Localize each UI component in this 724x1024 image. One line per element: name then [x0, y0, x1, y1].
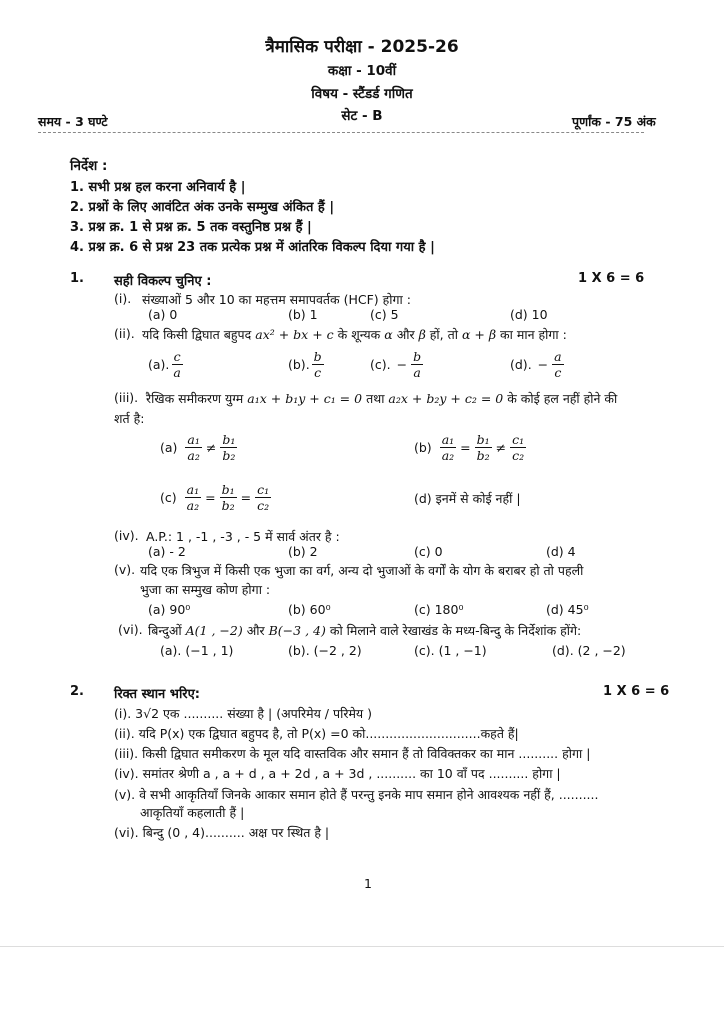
option: (c). − $\frac{b}{a}$	[370, 349, 422, 380]
subquestion-label: (vi).	[118, 622, 143, 637]
instruction-item: 3. प्रश्न क्र. 1 से प्रश्न क्र. 5 तक वस्तुनिष्ठ प्रश्न हैं |	[70, 220, 312, 235]
set-label: सेट - B	[341, 108, 383, 124]
option: (d) 10	[510, 307, 548, 322]
question-heading: सही विकल्प चुनिए :	[114, 274, 212, 289]
instruction-item: 4. प्रश्न क्र. 6 से प्रश्न 23 तक प्रत्येक प्रश्न में आंतरिक विकल्प दिया गया है |	[70, 240, 435, 255]
subquestion-text: रैखिक समीकरण युग्म a₁x + b₁y + c₁ = 0 तथा a₂x + b₂y + c₂ = 0 के कोई हल नहीं होने की	[146, 391, 618, 406]
fill-blank-item: (iii). किसी द्विघात समीकरण के मूल यदि वास्तविक और समान हैं तो विविक्तकर का मान .......... होगा |	[114, 746, 591, 761]
question-marks: 1 X 6 = 6	[603, 684, 670, 699]
polynomial-expression: ax² + bx + c	[255, 327, 334, 342]
subject-label: विषय - स्टैंडर्ड गणित	[311, 86, 413, 102]
fill-blank-item: (ii). यदि P(x) एक द्विघात बहुपद है, तो P(x) =0 को.............................कहते हैं|	[114, 726, 519, 741]
subquestion-text: संख्याओं 5 और 10 का महत्तम समापवर्तक (HCF) होगा :	[142, 292, 411, 307]
option: (b) $\frac{\text{a₁}}{\text{a₂}}$ = $\frac{\text{b₁}}{\text{b₂}}$ ≠ $\frac{\text{c₁}}{\text{c₂}}$	[414, 432, 525, 463]
option: (b) 2	[288, 544, 318, 559]
question-number: 2.	[70, 684, 84, 699]
option: (d). − $\frac{a}{c}$	[510, 349, 562, 380]
page-edge	[0, 946, 724, 947]
instruction-item: 1. सभी प्रश्न हल करना अनिवार्य है |	[70, 180, 246, 195]
option: (b). $\frac{b}{c}$	[288, 349, 322, 380]
fill-blank-item: (i). 3√2 एक .......... संख्या है | (अपरिमेय / परिमेय )	[114, 706, 373, 721]
subquestion-label: (i).	[114, 291, 132, 306]
subquestion-text: यदि एक त्रिभुज में किसी एक भुजा का वर्ग, अन्य दो भुजाओं के वर्गों के योग के बराबर हो तो पहली	[140, 563, 584, 578]
subquestion-label: (iv).	[114, 528, 139, 543]
question-heading: रिक्त स्थान भरिए:	[114, 687, 201, 702]
subquestion-text: यदि किसी द्विघात बहुपद ax² + bx + c के शून्यक α और β हों, तो α + β का मान होगा :	[142, 327, 567, 342]
option: (b) 1	[288, 307, 318, 322]
option: (a) $\frac{\text{a₁}}{\text{a₂}}$ ≠ $\frac{\text{b₁}}{\text{b₂}}$	[160, 432, 236, 463]
option: (a) 90⁰	[148, 602, 191, 617]
option: (d). (2 , −2)	[552, 643, 626, 658]
option: (c) 0	[414, 544, 443, 559]
instruction-item: 2. प्रश्नों के लिए आवंटित अंक उनके सम्मुख अंकित हैं |	[70, 200, 335, 215]
time-label: समय - 3 घण्टे	[38, 114, 108, 129]
subquestion-label: (ii).	[114, 326, 135, 341]
subquestion-text: बिन्दुओं A(1 , −2) और B(−3 , 4) को मिलाने वाले रेखाखंड के मध्य-बिन्दु के निर्देशांक होंगे:	[148, 623, 582, 638]
subquestion-label: (v).	[114, 562, 136, 577]
option: (d) इनमें से कोई नहीं |	[414, 491, 521, 506]
page-number: 1	[364, 876, 372, 891]
option: (a). (−1 , 1)	[160, 643, 234, 658]
option: (d) 45⁰	[546, 602, 589, 617]
marks-label: पूर्णांक - 75 अंक	[572, 114, 656, 129]
fill-blank-item: (iv). समांतर श्रेणी a , a + d , a + 2d , a + 3d , .......... का 10 वाँ पद .......... होगा |	[114, 766, 561, 781]
question-marks: 1 X 6 = 6	[578, 271, 645, 286]
option: (a). $\frac{c}{a}$	[148, 349, 181, 380]
paper-title: त्रैमासिक परीक्षा - 2025-26	[265, 37, 459, 57]
option: (d) 4	[546, 544, 576, 559]
equation: a₂x + b₂y + c₂ = 0	[388, 391, 504, 406]
fill-blank-item: (v). वे सभी आकृतियाँ जिनके आकार समान होते हैं परन्तु इनके माप समान होने आवश्यक नहीं हैं, ..........	[114, 787, 599, 802]
subquestion-label: (iii).	[114, 390, 139, 405]
subquestion-text: भुजा का सम्मुख कोण होगा :	[140, 582, 271, 597]
option: (c) 5	[370, 307, 399, 322]
option: (b). (−2 , 2)	[288, 643, 362, 658]
option: (c). (1 , −1)	[414, 643, 487, 658]
header-divider	[38, 132, 644, 133]
instructions-heading: निर्देश :	[70, 158, 108, 174]
fill-blank-item: (vi). बिन्दु (0 , 4).......... अक्ष पर स्थित है |	[114, 825, 330, 840]
option: (a) 0	[148, 307, 178, 322]
question-number: 1.	[70, 271, 84, 286]
class-label: कक्षा - 10वीं	[327, 63, 397, 79]
option: (a) - 2	[148, 544, 186, 559]
option: (b) 60⁰	[288, 602, 331, 617]
option: (c) 180⁰	[414, 602, 464, 617]
option: (c) $\frac{\text{a₁}}{\text{a₂}}$ = $\frac{\text{b₁}}{\text{b₂}}$ = $\frac{\text{c₁}}{\text{c₂}}$	[160, 482, 270, 513]
subquestion-text: A.P.: 1 , -1 , -3 , - 5 में सार्व अंतर है :	[146, 529, 340, 544]
equation: a₁x + b₁y + c₁ = 0	[247, 391, 363, 406]
fill-blank-item: आकृतियाँ कहलाती हैं |	[140, 805, 245, 820]
subquestion-text: शर्त है:	[114, 411, 145, 426]
